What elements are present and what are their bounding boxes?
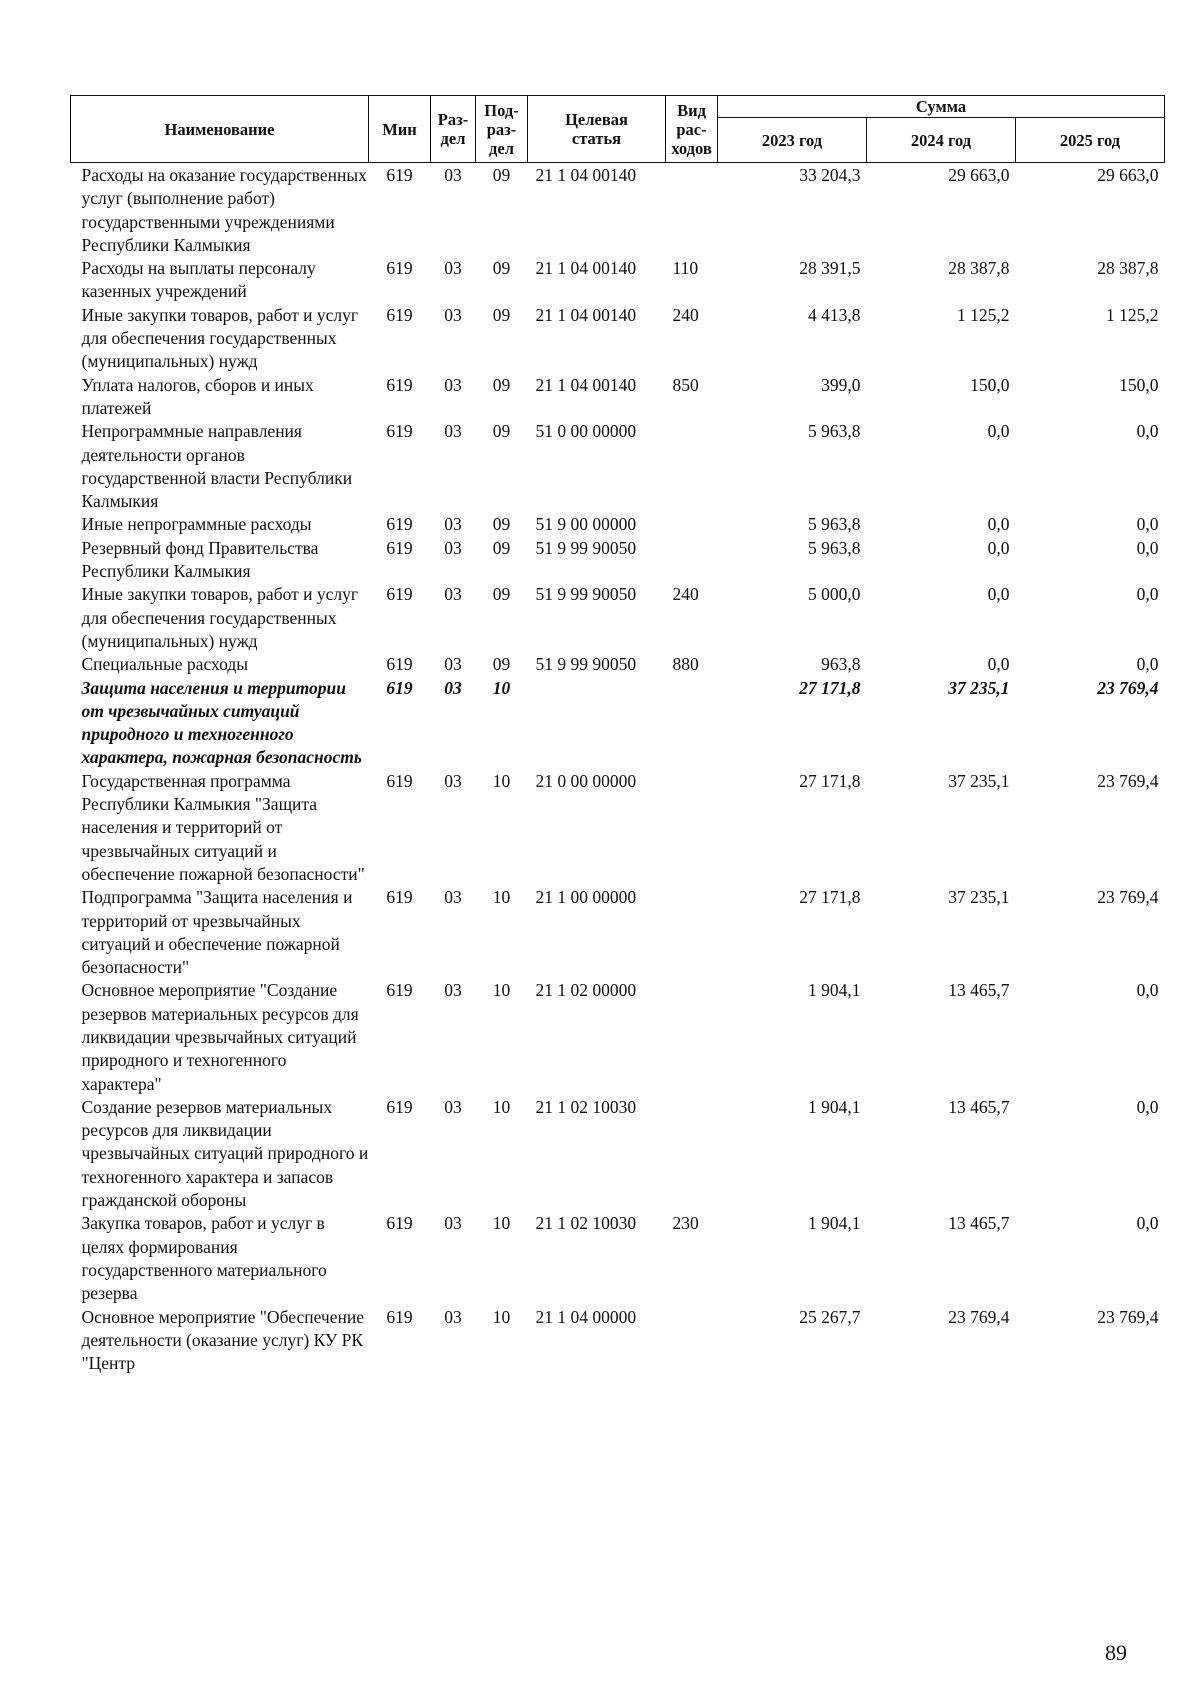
cell-podrazdel: 10 [492,1306,511,1327]
cell-podrazdel: 09 [492,165,511,185]
cell-vid-rashodov [666,1096,718,1212]
cell-celevaya-statya: 21 1 02 00000 [535,980,637,1001]
header-year-2023: 2023 год [718,118,867,163]
cell-name: Закупка товаров, работ и услуг в целях формирования государственного материального резерва [81,1213,327,1304]
cell-razdel: 03 [444,374,462,395]
cell-razdel: 03 [444,1306,462,1327]
cell-vid-rashodov [666,420,718,513]
cell-amount-2023: 4 413,8 [808,304,861,325]
cell-min: 619 [386,1213,413,1234]
table-header [71,96,1165,163]
cell-razdel: 03 [444,980,462,1001]
table-row [71,979,1165,1095]
budget-table [70,95,1165,1375]
cell-amount-2025: 0,0 [1136,1213,1159,1234]
cell-name: Государственная программа Республики Калмыкия "Защита населения и территорий от чрезвычайных ситуаций и обеспечение пожарной безопасности" [81,770,365,884]
cell-amount-2023: 1 904,1 [808,980,861,1001]
cell-amount-2024: 37 235,1 [948,887,1010,908]
cell-razdel: 03 [444,258,462,279]
cell-podrazdel: 09 [492,654,511,675]
cell-celevaya-statya [528,677,666,770]
table-row [71,1096,1165,1212]
cell-podrazdel: 10 [492,1096,511,1117]
table-row [71,537,1165,584]
cell-amount-2025: 23 769,4 [1097,770,1159,791]
cell-vid-rashodov: 110 [672,258,699,279]
cell-name: Специальные расходы [81,654,248,675]
cell-amount-2024: 13 465,7 [948,1096,1010,1117]
cell-min: 619 [386,1096,413,1117]
cell-celevaya-statya: 21 1 04 00000 [535,1306,637,1327]
cell-podrazdel: 10 [492,677,511,698]
cell-amount-2024: 0,0 [987,584,1010,605]
cell-razdel: 03 [444,677,462,698]
cell-vid-rashodov [666,979,718,1095]
cell-min: 619 [386,980,413,1001]
cell-celevaya-statya: 21 1 04 00140 [535,374,637,395]
cell-podrazdel: 09 [492,374,511,395]
cell-min: 619 [386,677,413,698]
cell-podrazdel: 10 [492,1213,511,1234]
header-name: Наименование [71,96,369,163]
cell-razdel: 03 [444,1096,462,1117]
cell-amount-2024: 29 663,0 [948,165,1010,185]
cell-min: 619 [386,1306,413,1327]
cell-vid-rashodov: 240 [672,304,699,325]
table-row [71,374,1165,421]
cell-celevaya-statya: 21 1 02 10030 [535,1213,637,1234]
cell-vid-rashodov [666,677,718,770]
cell-amount-2023: 27 171,8 [799,770,861,791]
cell-amount-2024: 0,0 [987,514,1010,535]
cell-amount-2025: 29 663,0 [1097,165,1159,185]
cell-name: Иные закупки товаров, работ и услуг для обеспечения государственных (муниципальных) нужд [81,304,359,372]
cell-vid-rashodov [666,1306,718,1376]
cell-amount-2023: 1 904,1 [808,1213,861,1234]
cell-amount-2024: 37 235,1 [948,770,1010,791]
cell-name: Иные непрограммные расходы [81,514,312,535]
cell-amount-2024: 13 465,7 [948,1213,1010,1234]
cell-name: Основное мероприятие "Создание резервов материальных ресурсов для ликвидации чрезвычайных ситуаций природного и техногенного характера" [81,980,359,1094]
cell-razdel: 03 [444,514,462,535]
header-year-2024: 2024 год [867,118,1016,163]
cell-min: 619 [386,584,413,605]
cell-amount-2024: 28 387,8 [948,258,1010,279]
cell-vid-rashodov [666,163,718,258]
cell-min: 619 [386,770,413,791]
cell-razdel: 03 [444,537,462,558]
cell-vid-rashodov: 230 [672,1213,699,1234]
header-vid-rashodov: Вид рас- ходов [666,96,718,163]
header-podrazdel: Под- раз- дел [476,96,528,163]
cell-amount-2025: 1 125,2 [1106,304,1159,325]
cell-amount-2023: 1 904,1 [808,1096,861,1117]
cell-min: 619 [386,421,413,442]
table-row [71,1212,1165,1305]
cell-celevaya-statya: 21 1 04 00140 [535,165,637,185]
cell-amount-2024: 0,0 [987,537,1010,558]
cell-vid-rashodov: 880 [672,654,699,675]
table-row [71,163,1165,258]
cell-vid-rashodov: 850 [672,374,699,395]
cell-podrazdel: 10 [492,887,511,908]
cell-podrazdel: 10 [492,770,511,791]
cell-amount-2023: 963,8 [821,654,861,675]
cell-amount-2023: 33 204,3 [799,165,861,185]
cell-celevaya-statya: 21 1 00 00000 [535,887,637,908]
cell-amount-2025: 0,0 [1136,514,1159,535]
cell-name: Создание резервов материальных ресурсов для ликвидации чрезвычайных ситуаций природного и техногенного характера и запасов гражданской обороны [81,1096,369,1211]
cell-amount-2024: 1 125,2 [957,304,1010,325]
cell-amount-2023: 5 000,0 [808,584,861,605]
cell-vid-rashodov: 240 [672,584,699,605]
cell-amount-2023: 25 267,7 [799,1306,861,1327]
cell-podrazdel: 09 [492,537,511,558]
header-celevaya-statya: Целевая статья [528,96,666,163]
table-body [71,163,1165,1376]
cell-name: Расходы на выплаты персоналу казенных учреждений [81,258,316,302]
header-year-2025: 2025 год [1016,118,1165,163]
table-row [71,1306,1165,1376]
cell-name: Уплата налогов, сборов и иных платежей [81,374,314,418]
cell-podrazdel: 09 [492,421,511,442]
cell-amount-2023: 28 391,5 [799,258,861,279]
cell-celevaya-statya: 51 9 99 90050 [535,537,637,558]
cell-podrazdel: 09 [492,514,511,535]
cell-amount-2024: 37 235,1 [948,677,1010,698]
cell-min: 619 [386,304,413,325]
cell-razdel: 03 [444,421,462,442]
cell-amount-2024: 0,0 [987,421,1010,442]
cell-amount-2023: 27 171,8 [799,677,861,698]
table-row [71,583,1165,653]
cell-amount-2023: 5 963,8 [808,514,861,535]
cell-min: 619 [386,887,413,908]
cell-amount-2024: 13 465,7 [948,980,1010,1001]
cell-podrazdel: 09 [492,584,511,605]
cell-razdel: 03 [444,304,462,325]
cell-amount-2025: 23 769,4 [1097,1306,1159,1327]
header-min: Мин [369,96,431,163]
table-row [71,420,1165,513]
cell-name: Подпрограмма "Защита населения и территорий от чрезвычайных ситуаций и обеспечение пожарной безопасности" [81,887,353,978]
cell-razdel: 03 [444,165,462,185]
table-row [71,257,1165,304]
table-row [71,513,1165,536]
cell-name: Защита населения и территории от чрезвычайных ситуаций природного и техногенного характера, пожарная безопасность [81,677,362,768]
cell-celevaya-statya: 51 9 00 00000 [535,514,637,535]
cell-celevaya-statya: 21 1 02 10030 [535,1096,637,1117]
cell-celevaya-statya: 21 1 04 00140 [535,258,637,279]
cell-amount-2025: 28 387,8 [1097,258,1159,279]
cell-amount-2023: 5 963,8 [808,421,861,442]
cell-amount-2024: 23 769,4 [948,1306,1010,1327]
cell-vid-rashodov [666,770,718,886]
cell-celevaya-statya: 51 9 99 90050 [535,654,637,675]
cell-name: Основное мероприятие "Обеспечение деятельности (оказание услуг) КУ РК "Центр [81,1306,364,1374]
table-row [71,677,1165,770]
cell-amount-2023: 27 171,8 [799,887,861,908]
cell-vid-rashodov [666,886,718,979]
cell-amount-2023: 5 963,8 [808,537,861,558]
cell-amount-2025: 0,0 [1136,654,1159,675]
cell-razdel: 03 [444,584,462,605]
cell-vid-rashodov [666,513,718,536]
cell-amount-2025: 0,0 [1136,537,1159,558]
cell-min: 619 [386,514,413,535]
cell-amount-2025: 23 769,4 [1097,887,1159,908]
table-row [71,886,1165,979]
cell-name: Расходы на оказание государственных услуг (выполнение работ) государственными учреждениями Республики Калмыкия [81,165,367,255]
cell-celevaya-statya: 51 0 00 00000 [535,421,637,442]
header-razdel: Раз- дел [431,96,476,163]
cell-podrazdel: 09 [492,258,511,279]
cell-razdel: 03 [444,770,462,791]
cell-amount-2025: 23 769,4 [1097,677,1159,698]
cell-min: 619 [386,258,413,279]
cell-amount-2025: 0,0 [1136,1096,1159,1117]
table-row [71,304,1165,374]
page-number: 89 [1105,1640,1127,1665]
cell-vid-rashodov [666,537,718,584]
cell-razdel: 03 [444,887,462,908]
cell-amount-2023: 399,0 [821,374,861,395]
cell-celevaya-statya: 21 0 00 00000 [535,770,637,791]
cell-celevaya-statya: 21 1 04 00140 [535,304,637,325]
cell-name: Иные закупки товаров, работ и услуг для обеспечения государственных (муниципальных) нужд [81,584,359,651]
cell-podrazdel: 10 [492,980,511,1001]
cell-min: 619 [386,374,413,395]
cell-amount-2025: 0,0 [1136,584,1159,605]
cell-amount-2025: 0,0 [1136,980,1159,1001]
cell-min: 619 [386,654,413,675]
cell-amount-2025: 0,0 [1136,421,1159,442]
cell-name: Непрограммные направления деятельности органов государственной власти Республики Калмыкия [81,421,353,512]
cell-min: 619 [386,165,413,185]
table-row [71,770,1165,886]
cell-amount-2024: 150,0 [970,374,1010,395]
cell-min: 619 [386,537,413,558]
table-row [71,653,1165,676]
cell-razdel: 03 [444,1213,462,1234]
header-summa: Сумма [718,96,1165,118]
cell-amount-2025: 150,0 [1119,374,1159,395]
cell-razdel: 03 [444,654,462,675]
cell-name: Резервный фонд Правительства Республики Калмыкия [81,537,319,582]
cell-podrazdel: 09 [492,304,511,325]
cell-amount-2024: 0,0 [987,654,1010,675]
cell-celevaya-statya: 51 9 99 90050 [535,584,637,605]
